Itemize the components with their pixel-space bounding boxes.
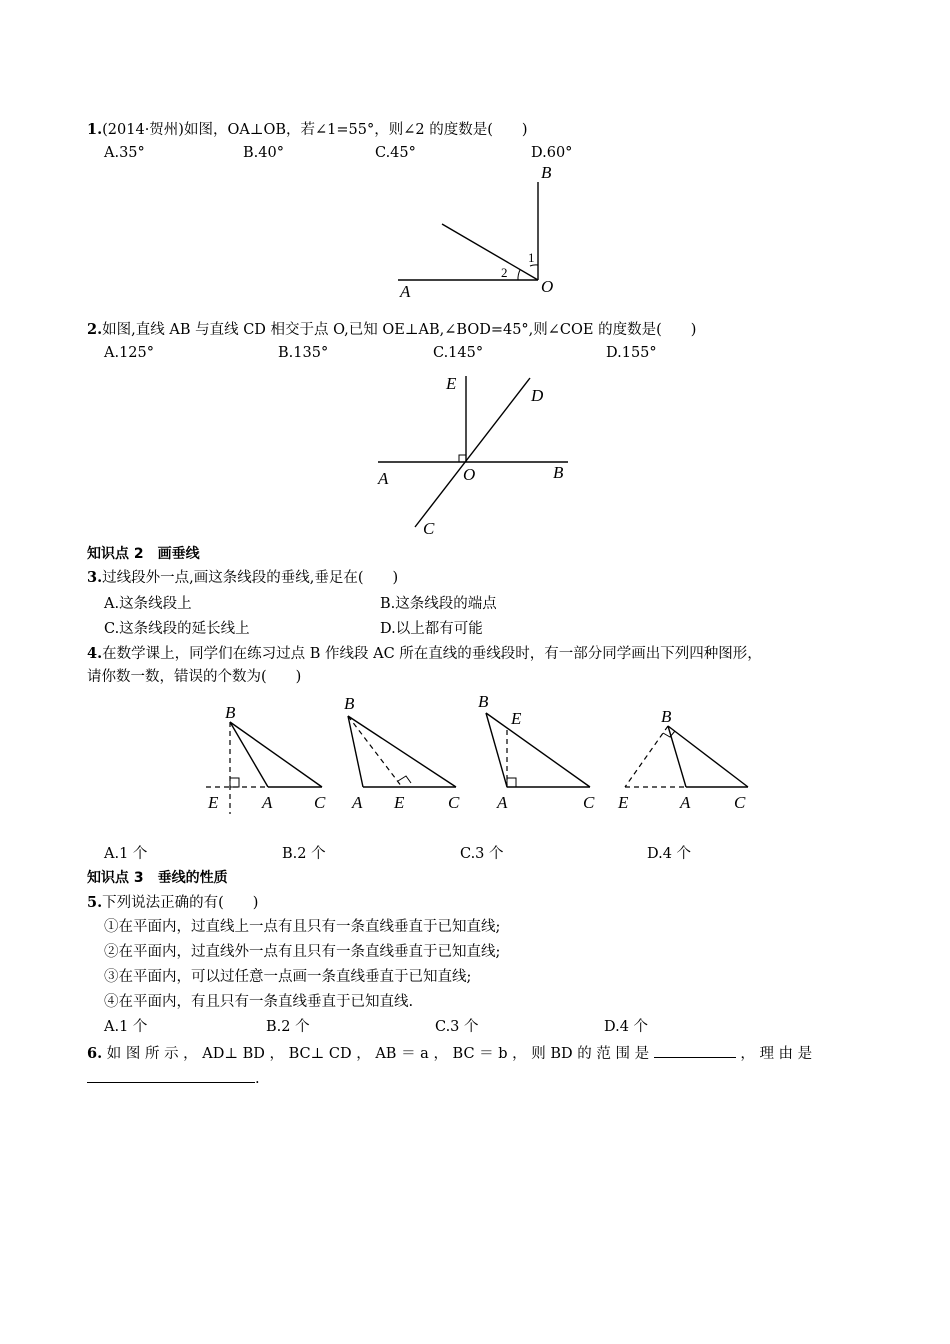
q4-f2-label-c: C	[448, 793, 460, 812]
q4-text-1: 在数学课上，同学们在练习过点 B 作线段 AC 所在直线的垂线段时，有一部分同学画出下列四种图形，	[102, 646, 762, 662]
q4-f2-label-b: B	[344, 694, 355, 713]
q5-statement-2: ②在平面内，过直线外一点有且只有一条直线垂直于已知直线;	[104, 944, 501, 960]
q5-stem	[87, 894, 258, 912]
q3-option-d: D.以上都有可能	[380, 621, 483, 637]
q1-text: (2014·贺州)如图，OA⊥OB，若∠1=55°，则∠2 的度数是( )	[102, 122, 528, 138]
section-heading-2: 知识点 2 画垂线	[87, 546, 200, 562]
q2-number: 2.	[87, 321, 103, 338]
q5-statement-3: ③在平面内，可以过任意一点画一条直线垂直于已知直线;	[104, 969, 472, 985]
q4-f3-label-c: C	[583, 793, 595, 812]
q5-statement-4: ④在平面内，有且只有一条直线垂直于已知直线.	[104, 994, 414, 1010]
q2-text: 如图,直线 AB 与直线 CD 相交于点 O,已知 OE⊥AB,∠BOD=45°,则∠COE 的度数是( )	[102, 322, 697, 338]
q2-label-a: A	[378, 469, 389, 488]
q5-option-d: D.4 个	[604, 1019, 649, 1035]
q2-label-o: O	[463, 465, 476, 484]
q4-f2-label-e: E	[394, 793, 405, 812]
q4-figure-2	[344, 694, 460, 812]
q2-label-d: D	[531, 386, 544, 405]
q6-line2	[87, 1068, 260, 1088]
q4-figure-4	[617, 707, 748, 812]
q4-f1-label-c: C	[314, 793, 326, 812]
q3-option-c: C.这条线段的延长线上	[104, 621, 250, 637]
q6-answer-blank-2[interactable]	[87, 1068, 255, 1083]
q5-text: 下列说法正确的有( )	[102, 895, 259, 911]
q1-label-2: 2	[501, 265, 508, 280]
q6-end: .	[255, 1071, 260, 1087]
q4-f1-label-e: E	[208, 793, 219, 812]
q5-option-c: C.3 个	[435, 1019, 479, 1035]
q1-label-b: B	[541, 163, 552, 182]
q1-number: 1.	[87, 121, 103, 138]
q1-option-a: A.35°	[104, 145, 145, 161]
q5-option-a: A.1 个	[104, 1019, 148, 1035]
q2-option-d: D.155°	[606, 345, 657, 361]
q2-label-e: E	[446, 374, 457, 393]
q4-f3-label-a: A	[497, 793, 508, 812]
q1-option-c: C.45°	[375, 145, 416, 161]
q4-f1-label-a: A	[262, 793, 273, 812]
q4-f4-label-b: B	[661, 707, 672, 726]
q5-statement-1: ①在平面内，过直线上一点有且只有一条直线垂直于已知直线;	[104, 919, 501, 935]
q6-text-1: 如 图 所 示 ， AD⊥ BD ， BC⊥ CD ， AB ＝ a ， BC ＝ b ， 则 BD 的 范 围 是	[106, 1046, 650, 1062]
q4-f4-label-c: C	[734, 793, 746, 812]
q6-text-2: ， 理 由 是	[740, 1046, 813, 1062]
q5-option-b: B.2 个	[266, 1019, 310, 1035]
q4-f4-label-e: E	[618, 793, 629, 812]
q4-text-2: 请你数一数，错误的个数为( )	[87, 669, 302, 685]
q3-option-b: B.这条线段的端点	[380, 596, 497, 612]
q4-option-b: B.2 个	[282, 846, 326, 862]
q4-f2-label-a: A	[352, 793, 363, 812]
q3-text: 过线段外一点,画这条线段的垂线,垂足在( )	[102, 570, 399, 586]
q2-option-c: C.145°	[433, 345, 484, 361]
q2-option-a: A.125°	[104, 345, 155, 361]
q1-label-1: 1	[528, 250, 535, 265]
q2-option-b: B.135°	[278, 345, 329, 361]
q1-option-d: D.60°	[531, 145, 573, 161]
q4-f3-label-b: B	[478, 692, 489, 711]
q6-number: 6.	[87, 1045, 103, 1062]
q1-option-b: B.40°	[243, 145, 284, 161]
q4-f1-label-b: B	[225, 703, 236, 722]
q3-number: 3.	[87, 569, 103, 586]
q2-label-c: C	[423, 519, 435, 538]
q4-f4-label-a: A	[680, 793, 691, 812]
q4-option-c: C.3 个	[460, 846, 504, 862]
q1-label-a: A	[400, 282, 411, 301]
q4-option-d: D.4 个	[647, 846, 692, 862]
q1-label-o: O	[541, 277, 554, 296]
q2-label-b: B	[553, 463, 564, 482]
q4-figure-3	[478, 692, 595, 812]
q4-f3-label-e: E	[511, 709, 522, 728]
section-heading-3: 知识点 3 垂线的性质	[87, 870, 228, 886]
q4-option-a: A.1 个	[104, 846, 148, 862]
q6-stem	[87, 1043, 812, 1063]
q4-number: 4.	[87, 645, 103, 662]
q4-figure-1	[206, 703, 326, 814]
q5-number: 5.	[87, 894, 103, 911]
q3-option-a: A.这条线段上	[104, 596, 192, 612]
q6-answer-blank-1[interactable]	[654, 1043, 736, 1058]
